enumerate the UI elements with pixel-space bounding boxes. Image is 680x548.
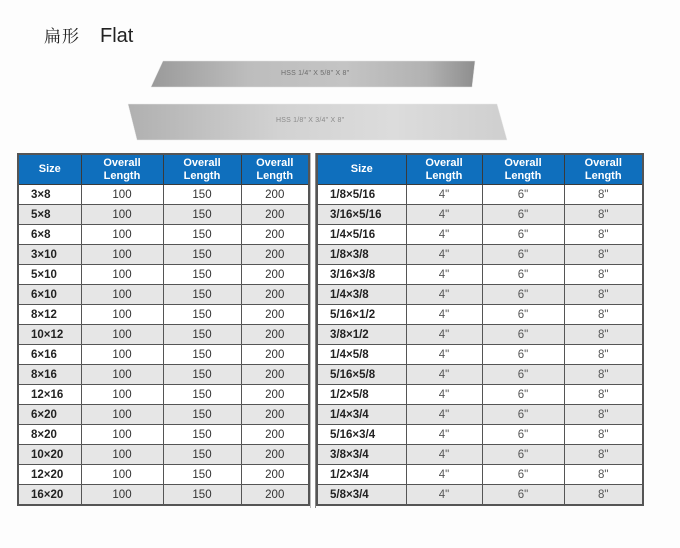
- length-cell: 150: [163, 185, 241, 205]
- length-cell: 200: [241, 465, 309, 485]
- length-cell: 200: [241, 245, 309, 265]
- table-row: [18, 485, 309, 506]
- length-cell: 8": [564, 485, 643, 506]
- table-row: [18, 245, 309, 265]
- length-cell: 6": [482, 345, 564, 365]
- length-cell: 8": [564, 265, 643, 285]
- length-cell: 6": [482, 225, 564, 245]
- title-english: Flat: [100, 25, 134, 47]
- size-cell: 12×16: [18, 385, 81, 405]
- length-cell: 200: [241, 305, 309, 325]
- header-size: Size: [18, 154, 81, 185]
- table-row: [18, 185, 309, 205]
- length-cell: 200: [241, 485, 309, 506]
- header-overall-length: Overall Length: [406, 154, 482, 185]
- length-cell: 6": [482, 245, 564, 265]
- table-row: [18, 365, 309, 385]
- length-cell: 6": [482, 485, 564, 506]
- tool-bit-2-label: HSS 1/8" X 3/4" X 8": [276, 117, 345, 124]
- table-row: [317, 425, 643, 445]
- length-cell: 100: [81, 205, 163, 225]
- size-cell: 5/16×3/4: [317, 425, 406, 445]
- size-cell: 5×10: [18, 265, 81, 285]
- table-row: [18, 225, 309, 245]
- table-row: [317, 385, 643, 405]
- length-cell: 150: [163, 485, 241, 506]
- size-cell: 3/8×3/4: [317, 445, 406, 465]
- size-cell: 1/2×3/4: [317, 465, 406, 485]
- length-cell: 4": [406, 485, 482, 506]
- table-row: [317, 305, 643, 325]
- size-cell: 6×16: [18, 345, 81, 365]
- length-cell: 4": [406, 365, 482, 385]
- length-cell: 100: [81, 405, 163, 425]
- header-overall-length: Overall Length: [564, 154, 643, 185]
- table-row: [18, 425, 309, 445]
- length-cell: 150: [163, 205, 241, 225]
- size-cell: 8×12: [18, 305, 81, 325]
- size-cell: 1/2×5/8: [317, 385, 406, 405]
- length-cell: 4": [406, 325, 482, 345]
- size-cell: 10×12: [18, 325, 81, 345]
- size-cell: 12×20: [18, 465, 81, 485]
- length-cell: 100: [81, 305, 163, 325]
- spec-tables: [17, 153, 644, 508]
- length-cell: 4": [406, 445, 482, 465]
- table-row: [317, 445, 643, 465]
- length-cell: 4": [406, 245, 482, 265]
- length-cell: 8": [564, 185, 643, 205]
- table-row: [18, 465, 309, 485]
- size-cell: 6×10: [18, 285, 81, 305]
- length-cell: 8": [564, 305, 643, 325]
- table-row: [317, 405, 643, 425]
- table-header-row: [317, 154, 643, 185]
- length-cell: 200: [241, 365, 309, 385]
- length-cell: 8": [564, 245, 643, 265]
- length-cell: 100: [81, 245, 163, 265]
- table-row: [317, 205, 643, 225]
- table-row: [317, 285, 643, 305]
- length-cell: 4": [406, 405, 482, 425]
- metric-table-body: [18, 185, 309, 506]
- length-cell: 4": [406, 185, 482, 205]
- size-cell: 5/16×5/8: [317, 365, 406, 385]
- length-cell: 100: [81, 485, 163, 506]
- table-row: [317, 225, 643, 245]
- length-cell: 4": [406, 385, 482, 405]
- length-cell: 200: [241, 445, 309, 465]
- length-cell: 6": [482, 385, 564, 405]
- size-cell: 3/16×3/8: [317, 265, 406, 285]
- length-cell: 4": [406, 225, 482, 245]
- length-cell: 100: [81, 345, 163, 365]
- length-cell: 150: [163, 285, 241, 305]
- length-cell: 150: [163, 305, 241, 325]
- size-cell: 1/4×5/8: [317, 345, 406, 365]
- length-cell: 150: [163, 425, 241, 445]
- product-images: [0, 0, 680, 150]
- table-row: [18, 445, 309, 465]
- table-row: [18, 325, 309, 345]
- length-cell: 4": [406, 205, 482, 225]
- table-row: [18, 285, 309, 305]
- size-cell: 1/4×5/16: [317, 225, 406, 245]
- size-cell: 6×8: [18, 225, 81, 245]
- table-row: [317, 345, 643, 365]
- length-cell: 100: [81, 385, 163, 405]
- length-cell: 200: [241, 285, 309, 305]
- length-cell: 6": [482, 445, 564, 465]
- size-cell: 3/8×1/2: [317, 325, 406, 345]
- length-cell: 100: [81, 365, 163, 385]
- length-cell: 4": [406, 265, 482, 285]
- size-cell: 1/8×3/8: [317, 245, 406, 265]
- size-cell: 3×10: [18, 245, 81, 265]
- length-cell: 4": [406, 305, 482, 325]
- size-cell: 1/4×3/4: [317, 405, 406, 425]
- length-cell: 6": [482, 405, 564, 425]
- length-cell: 8": [564, 465, 643, 485]
- length-cell: 4": [406, 465, 482, 485]
- metric-size-table: [17, 153, 310, 506]
- length-cell: 200: [241, 265, 309, 285]
- table-header-row: [18, 154, 309, 185]
- length-cell: 200: [241, 225, 309, 245]
- table-row: [18, 385, 309, 405]
- length-cell: 200: [241, 325, 309, 345]
- length-cell: 8": [564, 205, 643, 225]
- length-cell: 150: [163, 385, 241, 405]
- length-cell: 8": [564, 365, 643, 385]
- table-row: [317, 265, 643, 285]
- tool-bit-1-label: HSS 1/4" X 5/8" X 8": [281, 70, 350, 77]
- size-cell: 8×20: [18, 425, 81, 445]
- length-cell: 8": [564, 225, 643, 245]
- length-cell: 200: [241, 205, 309, 225]
- table-row: [18, 205, 309, 225]
- length-cell: 8": [564, 405, 643, 425]
- length-cell: 6": [482, 185, 564, 205]
- size-cell: 5/8×3/4: [317, 485, 406, 506]
- length-cell: 4": [406, 425, 482, 445]
- length-cell: 150: [163, 265, 241, 285]
- size-cell: 16×20: [18, 485, 81, 506]
- size-cell: 5×8: [18, 205, 81, 225]
- header-overall-length: Overall Length: [482, 154, 564, 185]
- length-cell: 4": [406, 345, 482, 365]
- table-row: [18, 265, 309, 285]
- length-cell: 100: [81, 325, 163, 345]
- size-cell: 5/16×1/2: [317, 305, 406, 325]
- length-cell: 150: [163, 345, 241, 365]
- size-cell: 10×20: [18, 445, 81, 465]
- size-cell: 1/4×3/8: [317, 285, 406, 305]
- size-cell: 3/16×5/16: [317, 205, 406, 225]
- length-cell: 150: [163, 465, 241, 485]
- size-cell: 3×8: [18, 185, 81, 205]
- size-cell: 6×20: [18, 405, 81, 425]
- length-cell: 6": [482, 265, 564, 285]
- length-cell: 100: [81, 285, 163, 305]
- length-cell: 6": [482, 425, 564, 445]
- length-cell: 6": [482, 305, 564, 325]
- length-cell: 6": [482, 465, 564, 485]
- length-cell: 200: [241, 385, 309, 405]
- imperial-table-body: [317, 185, 643, 506]
- table-row: [317, 485, 643, 506]
- length-cell: 8": [564, 345, 643, 365]
- length-cell: 150: [163, 365, 241, 385]
- table-row: [317, 325, 643, 345]
- length-cell: 6": [482, 285, 564, 305]
- length-cell: 100: [81, 265, 163, 285]
- table-row: [317, 185, 643, 205]
- length-cell: 150: [163, 245, 241, 265]
- length-cell: 4": [406, 285, 482, 305]
- table-row: [317, 465, 643, 485]
- table-row: [317, 365, 643, 385]
- size-cell: 1/8×5/16: [317, 185, 406, 205]
- length-cell: 150: [163, 325, 241, 345]
- length-cell: 100: [81, 185, 163, 205]
- imperial-size-table: [316, 153, 644, 506]
- length-cell: 200: [241, 345, 309, 365]
- length-cell: 8": [564, 325, 643, 345]
- header-overall-length: Overall Length: [81, 154, 163, 185]
- length-cell: 150: [163, 225, 241, 245]
- length-cell: 150: [163, 445, 241, 465]
- table-row: [317, 245, 643, 265]
- length-cell: 8": [564, 425, 643, 445]
- length-cell: 150: [163, 405, 241, 425]
- table-row: [18, 345, 309, 365]
- header-size: Size: [317, 154, 406, 185]
- length-cell: 200: [241, 405, 309, 425]
- length-cell: 6": [482, 365, 564, 385]
- length-cell: 100: [81, 425, 163, 445]
- length-cell: 100: [81, 225, 163, 245]
- header-overall-length: Overall Length: [163, 154, 241, 185]
- length-cell: 100: [81, 445, 163, 465]
- header-overall-length: Overall Length: [241, 154, 309, 185]
- length-cell: 200: [241, 425, 309, 445]
- length-cell: 8": [564, 445, 643, 465]
- length-cell: 100: [81, 465, 163, 485]
- length-cell: 6": [482, 325, 564, 345]
- size-cell: 8×16: [18, 365, 81, 385]
- length-cell: 6": [482, 205, 564, 225]
- table-row: [18, 305, 309, 325]
- length-cell: 8": [564, 285, 643, 305]
- table-row: [18, 405, 309, 425]
- length-cell: 200: [241, 185, 309, 205]
- length-cell: 8": [564, 385, 643, 405]
- title-chinese: 扁形: [44, 27, 80, 47]
